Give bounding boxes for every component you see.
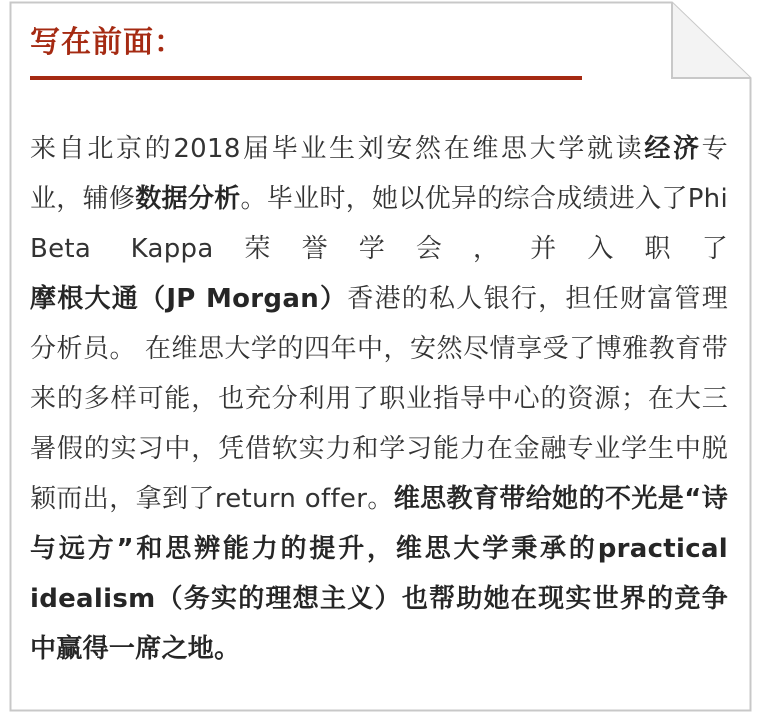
text-run: 。毕业时，她以优异的综合成绩进入了Phi Beta Kappa荣誉学会，并入职了 <box>30 184 728 264</box>
heading-underline <box>30 76 582 80</box>
bold-text-run: 经济 <box>644 134 702 164</box>
text-run: 香港的私人银行，担任财富管理分析员。 在维思大学的四年中，安然尽情享受了博雅教育带来的多样可能，也充分利用了职业指导中心的资源；在大三暑假的实习中，凭借软实力和学习能力在金融专业学生中脱颖而出，拿到了return offer。 <box>30 284 728 514</box>
section-heading: 写在前面： <box>30 25 185 60</box>
bold-text-run: 维思教育带给她的不光是“诗与远方”和思辨能力的提升，维思大学秉承的practical idealism（务实的理想主义）也帮助她在现实世界的竞争中赢得一席之地。 <box>30 484 728 664</box>
text-run: 来自北京的2018届毕业生刘安然在维思大学就读 <box>30 134 645 164</box>
bold-text-run: 摩根大通（JP Morgan） <box>30 284 348 314</box>
intro-paragraph <box>30 124 728 674</box>
bold-text-run: 数据分析 <box>135 184 241 214</box>
text-run: 专业，辅修 <box>30 134 728 214</box>
